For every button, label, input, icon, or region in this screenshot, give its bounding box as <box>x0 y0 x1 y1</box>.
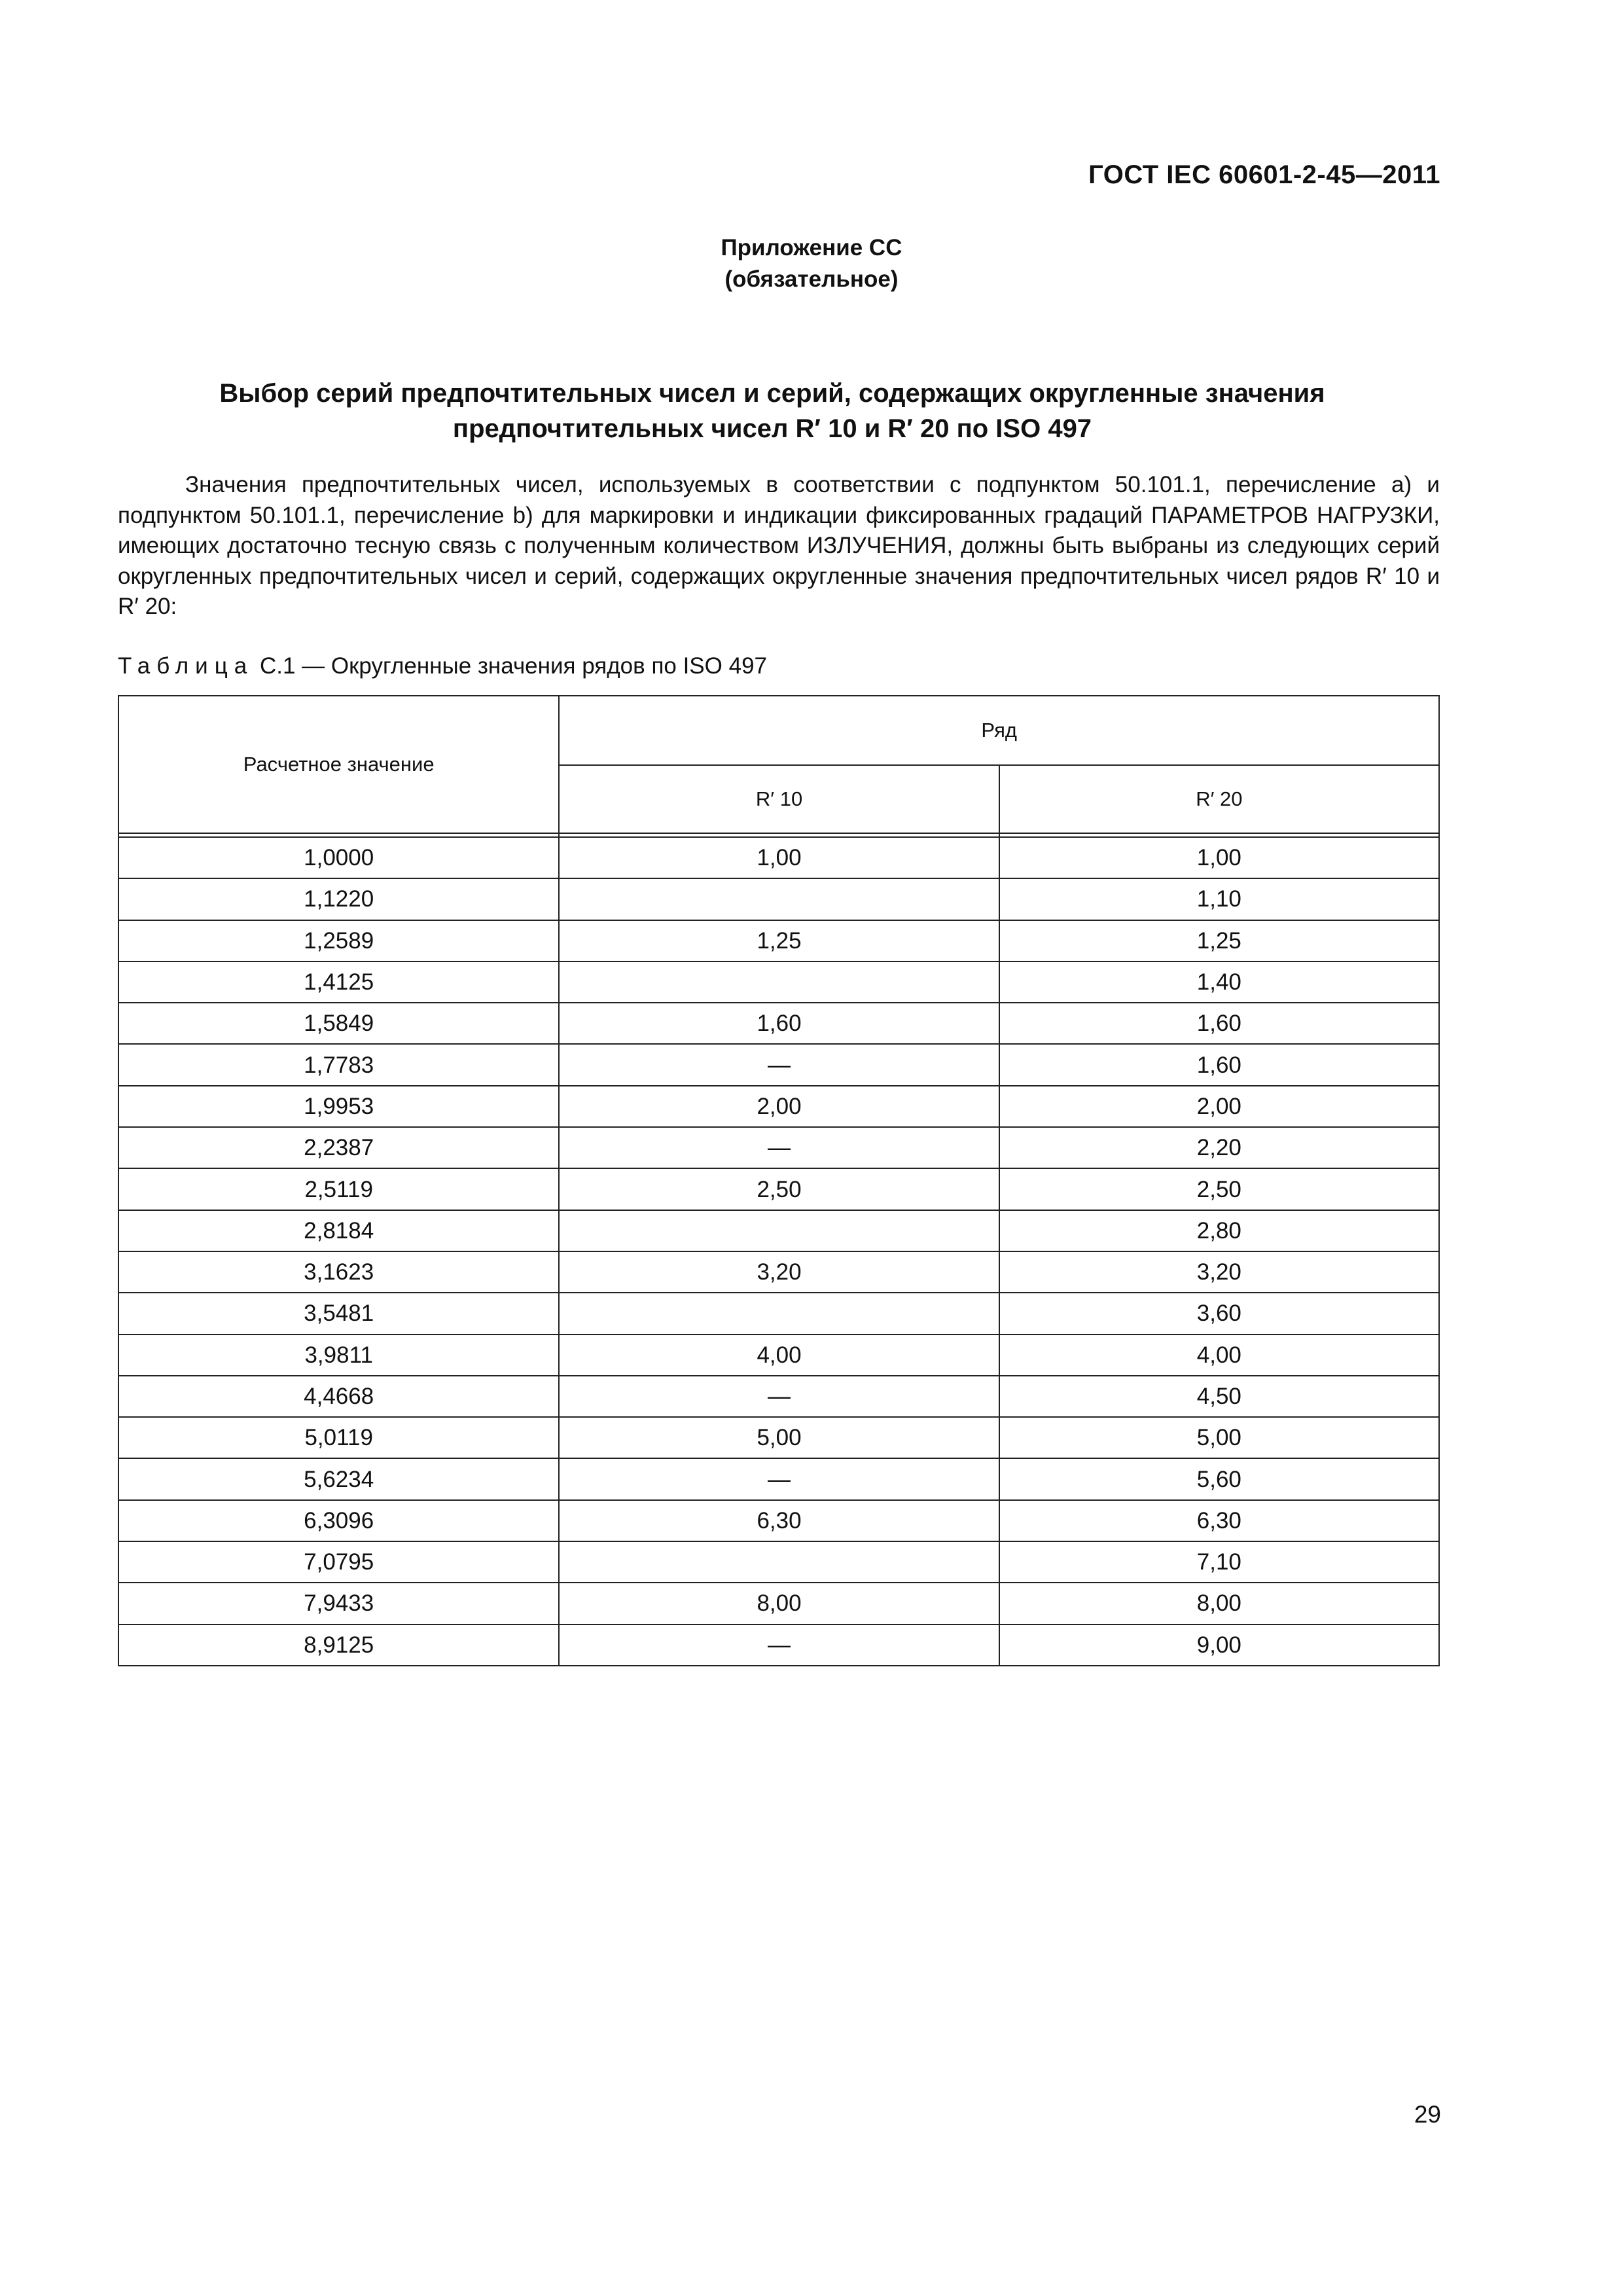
cell-calc: 6,3096 <box>118 1500 559 1541</box>
page-number: 29 <box>1414 2101 1441 2128</box>
cell-calc: 4,4668 <box>118 1376 559 1417</box>
cell-r10 <box>559 878 999 920</box>
cell-calc: 1,4125 <box>118 961 559 1003</box>
table-row <box>118 1127 1439 1168</box>
cell-r10: 2,50 <box>559 1168 999 1210</box>
cell-calc: 5,6234 <box>118 1458 559 1499</box>
table-row <box>118 920 1439 961</box>
cell-r20: 7,10 <box>999 1541 1439 1583</box>
cell-calc: 2,2387 <box>118 1127 559 1168</box>
annex-title <box>118 376 1427 446</box>
table-row <box>118 961 1439 1003</box>
cell-r10: 3,20 <box>559 1251 999 1293</box>
cell-r10 <box>559 1210 999 1251</box>
table-row <box>118 878 1439 920</box>
cell-r20: 4,00 <box>999 1335 1439 1376</box>
table-row <box>118 1417 1439 1458</box>
cell-r20: 8,00 <box>999 1583 1439 1624</box>
table-row <box>118 1086 1439 1127</box>
cell-calc: 1,5849 <box>118 1003 559 1044</box>
cell-r20: 1,00 <box>999 837 1439 878</box>
cell-calc: 5,0119 <box>118 1417 559 1458</box>
cell-r10: 1,25 <box>559 920 999 961</box>
header-calc-value: Расчетное значение <box>118 696 559 833</box>
cell-r20: 1,40 <box>999 961 1439 1003</box>
cell-calc: 8,9125 <box>118 1624 559 1666</box>
cell-calc: 2,8184 <box>118 1210 559 1251</box>
table-caption <box>118 653 767 679</box>
cell-r20: 5,00 <box>999 1417 1439 1458</box>
cell-calc: 1,1220 <box>118 878 559 920</box>
annex-title-line-2: предпочтительных чисел R′ 10 и R′ 20 по ISO 497 <box>452 414 1092 443</box>
header-r10: R′ 10 <box>559 765 999 833</box>
cell-r20: 2,80 <box>999 1210 1439 1251</box>
cell-calc: 1,0000 <box>118 837 559 878</box>
cell-r20: 2,20 <box>999 1127 1439 1168</box>
cell-r20: 2,00 <box>999 1086 1439 1127</box>
cell-r20: 1,10 <box>999 878 1439 920</box>
cell-r10: — <box>559 1376 999 1417</box>
cell-r10: 1,60 <box>559 1003 999 1044</box>
table-row <box>118 1335 1439 1376</box>
cell-r10: — <box>559 1624 999 1666</box>
annex-name: Приложение СС <box>721 235 902 260</box>
cell-calc: 7,9433 <box>118 1583 559 1624</box>
cell-r10 <box>559 961 999 1003</box>
cell-r10: 2,00 <box>559 1086 999 1127</box>
standard-code: ГОСТ IEC 60601-2-45—2011 <box>1088 160 1440 189</box>
table-row <box>118 1500 1439 1541</box>
cell-r20: 1,25 <box>999 920 1439 961</box>
table-row <box>118 1376 1439 1417</box>
header-series: Ряд <box>559 696 1439 765</box>
cell-calc: 3,9811 <box>118 1335 559 1376</box>
annex-heading <box>0 232 1623 295</box>
cell-r10 <box>559 1541 999 1583</box>
cell-r10: 6,30 <box>559 1500 999 1541</box>
rounded-values-table <box>118 695 1440 1666</box>
cell-calc: 1,9953 <box>118 1086 559 1127</box>
table-row <box>118 1044 1439 1085</box>
cell-r20: 5,60 <box>999 1458 1439 1499</box>
cell-r10: 5,00 <box>559 1417 999 1458</box>
cell-r10: 4,00 <box>559 1335 999 1376</box>
cell-r10: — <box>559 1127 999 1168</box>
cell-r10: — <box>559 1458 999 1499</box>
table-row <box>118 1624 1439 1666</box>
cell-r10: 8,00 <box>559 1583 999 1624</box>
header-r20: R′ 20 <box>999 765 1439 833</box>
table-row <box>118 1293 1439 1334</box>
cell-calc: 7,0795 <box>118 1541 559 1583</box>
annex-status: (обязательное) <box>724 266 899 292</box>
cell-r20: 1,60 <box>999 1044 1439 1085</box>
table-body <box>118 837 1439 1666</box>
table-row <box>118 1210 1439 1251</box>
cell-r20: 1,60 <box>999 1003 1439 1044</box>
table-row <box>118 837 1439 878</box>
cell-calc: 3,1623 <box>118 1251 559 1293</box>
table-row <box>118 1583 1439 1624</box>
table-row <box>118 1541 1439 1583</box>
cell-calc: 1,2589 <box>118 920 559 961</box>
cell-r10: — <box>559 1044 999 1085</box>
cell-calc: 3,5481 <box>118 1293 559 1334</box>
cell-r20: 9,00 <box>999 1624 1439 1666</box>
cell-calc: 2,5119 <box>118 1168 559 1210</box>
table-row <box>118 1168 1439 1210</box>
table-caption-label: Таблица <box>118 653 254 679</box>
annex-title-line-1: Выбор серий предпочтительных чисел и серий, содержащих округленные значения <box>219 379 1325 408</box>
table-row <box>118 1003 1439 1044</box>
table-row <box>118 1458 1439 1499</box>
cell-r10: 1,00 <box>559 837 999 878</box>
cell-r10 <box>559 1293 999 1334</box>
body-paragraph: Значения предпочтительных чисел, используемых в соответствии с подпунктом 50.101.1, перечисление а) и подпунктом 50.101.1, перечисление b) для маркировки и индикации фиксированных градаций ПАРАМЕТРОВ НАГРУЗКИ, имеющих достаточно тесную связь с полученным количеством ИЗЛУЧЕНИЯ, должны быть выбраны из следующих серий округленных предпочтительных чисел и серий, содержащих округленные значения предпочтительных чисел рядов R′ 10 и R′ 20: <box>118 472 1440 619</box>
cell-r20: 2,50 <box>999 1168 1439 1210</box>
cell-r20: 4,50 <box>999 1376 1439 1417</box>
table-caption-text: С.1 — Округленные значения рядов по ISO 497 <box>259 653 767 679</box>
cell-r20: 3,60 <box>999 1293 1439 1334</box>
cell-calc: 1,7783 <box>118 1044 559 1085</box>
table-row <box>118 1251 1439 1293</box>
cell-r20: 6,30 <box>999 1500 1439 1541</box>
cell-r20: 3,20 <box>999 1251 1439 1293</box>
